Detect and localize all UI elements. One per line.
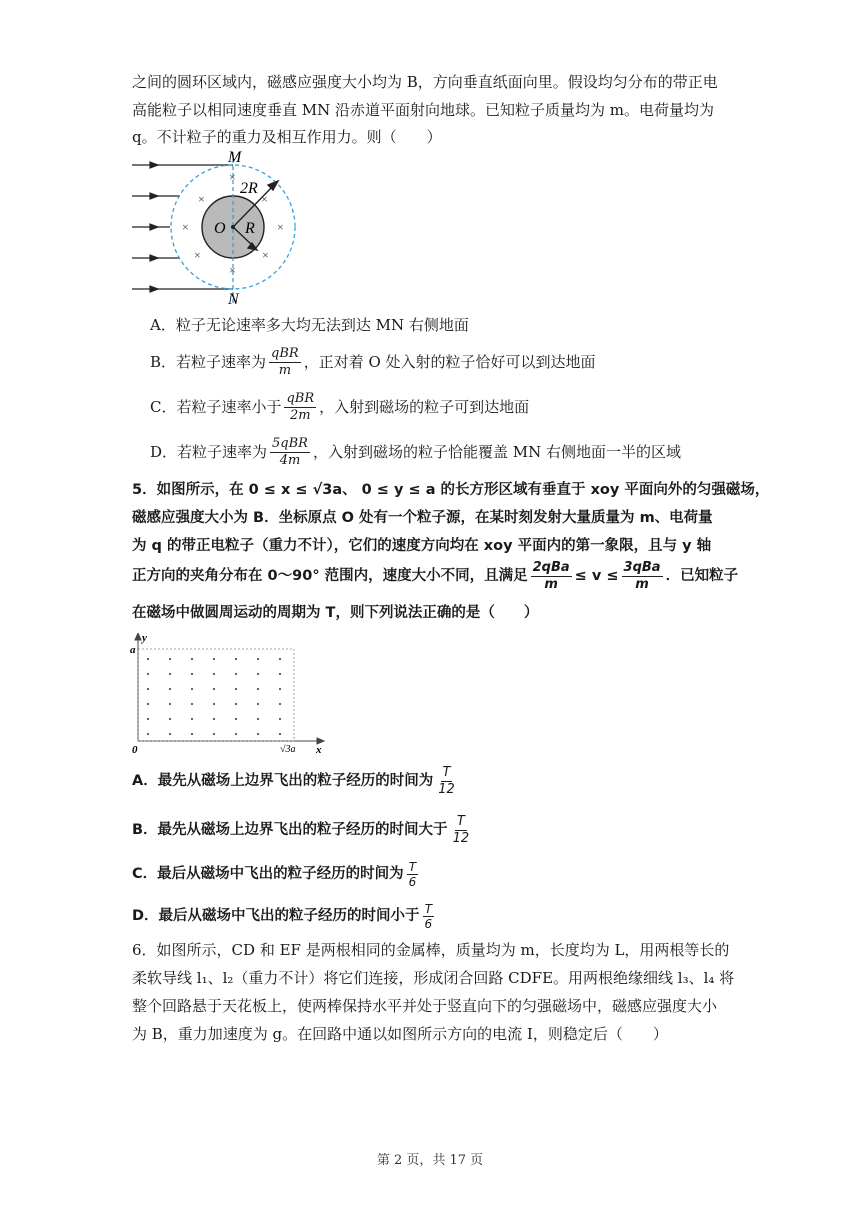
cross-mark: × [182,220,189,234]
field-dot [191,688,193,690]
label-origin: 0 [132,744,138,755]
field-dot [257,688,259,690]
field-dot [257,703,259,705]
label-2R: 2R [240,180,258,197]
field-dot [257,673,259,675]
field-dot [257,658,259,660]
field-dot [235,733,237,735]
field-dot [257,718,259,720]
field-dot [169,673,171,675]
field-dot [147,673,149,675]
label-R: R [245,220,255,237]
field-dot [235,673,237,675]
q4-intro-line-1: 之间的圆环区域内，磁感应强度大小均为 B，方向垂直纸面向里。假设均匀分布的带正电 [132,73,718,91]
q4-option-a: A．粒子无论速率多大均无法到达 MN 右侧地面 [150,316,469,334]
cross-mark: × [194,248,201,262]
field-dot [257,733,259,735]
field-dot [279,658,281,660]
field-dot [235,658,237,660]
q5-line-1: 5．如图所示，在 0 ≤ x ≤ √3a、 0 ≤ y ≤ a 的长方形区域有垂直于 xoy 平面向外的匀强磁场， [132,482,770,498]
field-dot [169,733,171,735]
field-dot [147,733,149,735]
field-dot [191,703,193,705]
field-dot [279,718,281,720]
q5-option-a: A．最先从磁场上边界飞出的粒子经历的时间为 $\frac{T}{12}$ [132,764,455,797]
field-dot [235,703,237,705]
q4-intro-line-3: q。不计粒子的重力及相互作用力。则（ ） [132,128,442,146]
label-a: a [130,644,136,656]
field-dot [147,688,149,690]
q4-option-c: C．若粒子速率小于 $\frac{\text{qBR}}{2m}$ ，入射到磁场的粒子可到达地面 [150,390,530,423]
q4-intro-line-2: 高能粒子以相同速度垂直 MN 沿赤道平面射向地球。已知粒子质量均为 m。电荷量均为 [132,101,715,119]
field-dot [235,718,237,720]
axis-y-label: y [142,633,147,644]
q5-line-3: 为 q 的带正电粒子（重力不计），它们的速度方向均在 xoy 平面内的第一象限，且与 y 轴 [132,538,712,554]
field-dot [213,733,215,735]
field-dot [279,733,281,735]
q5-option-b: B．最先从磁场上边界飞出的粒子经历的时间大于 $\frac{T}{12}$ [132,813,470,846]
q5-magnetic-field-figure [128,633,333,755]
field-dot [279,673,281,675]
field-dot [169,688,171,690]
q6-line-4: 为 B，重力加速度为 g。在回路中通以如图所示方向的电流 I，则稳定后（ ） [132,1025,668,1043]
q4-earth-field-figure [128,148,308,308]
q5-option-d: D．最后从磁场中飞出的粒子经历的时间小于 $\frac{T}{6}$ [132,901,433,931]
q6-line-1: 6．如图所示，CD 和 EF 是两根相同的金属棒，质量均为 m，长度均为 L，用两根等长的 [132,941,730,959]
field-dot [213,673,215,675]
field-dot [169,718,171,720]
cross-mark: × [262,248,269,262]
field-dot [235,688,237,690]
cross-mark: × [277,220,284,234]
cross-mark: × [261,192,268,206]
field-dot [279,688,281,690]
q5-line-2: 磁感应强度大小为 B．坐标原点 O 处有一个粒子源，在某时刻发射大量质量为 m、电荷量 [132,510,713,526]
cross-mark: × [198,192,205,206]
axis-x-label: x [316,744,322,755]
field-dot [191,673,193,675]
label-M: M [228,149,242,166]
label-N: N [228,291,239,308]
field-dot [213,718,215,720]
field-dot [191,733,193,735]
field-dot [191,658,193,660]
cross-mark: × [229,170,236,184]
field-dot [147,658,149,660]
q5-option-c: C．最后从磁场中飞出的粒子经历的时间为 $\frac{T}{6}$ [132,859,417,889]
q5-line-4: 正方向的夹角分布在 0～90° 范围内，速度大小不同，且满足 $\frac{\text{2qBa}}{m}$ ≤ v ≤ $\frac{\text{3qBa}}{m}$ ．已知粒子 [132,559,739,592]
cross-mark: × [229,263,236,277]
field-dot [213,688,215,690]
field-dot [213,703,215,705]
q6-line-3: 整个回路悬于天花板上，使两棒保持水平并处于竖直向下的匀强磁场中，磁感应强度大小 [132,997,718,1015]
field-dot [147,703,149,705]
field-dot [169,658,171,660]
label-sqrt3a: √3a [280,744,296,755]
field-dot [213,658,215,660]
q6-line-2: 柔软导线 l₁、l₂（重力不计）将它们连接，形成闭合回路 CDFE。用两根绝缘细线 l₃、l₄ 将 [132,969,735,987]
field-dot [191,718,193,720]
q4-option-b: B．若粒子速率为 $\frac{\text{qBR}}{m}$ ，正对着 O 处入射的粒子恰好可以到达地面 [150,345,596,378]
field-dot [169,703,171,705]
field-dot [147,718,149,720]
q4-option-d: D．若粒子速率为 $\frac{\text{5qBR}}{4m}$ ，入射到磁场的粒子恰能覆盖 MN 右侧地面一半的区域 [150,435,681,468]
label-O: O [214,220,226,237]
page-footer: 第 2 页，共 17 页 [376,1153,484,1168]
field-dot [279,703,281,705]
q5-line-5: 在磁场中做圆周运动的周期为 T，则下列说法正确的是（ ） [132,605,539,621]
